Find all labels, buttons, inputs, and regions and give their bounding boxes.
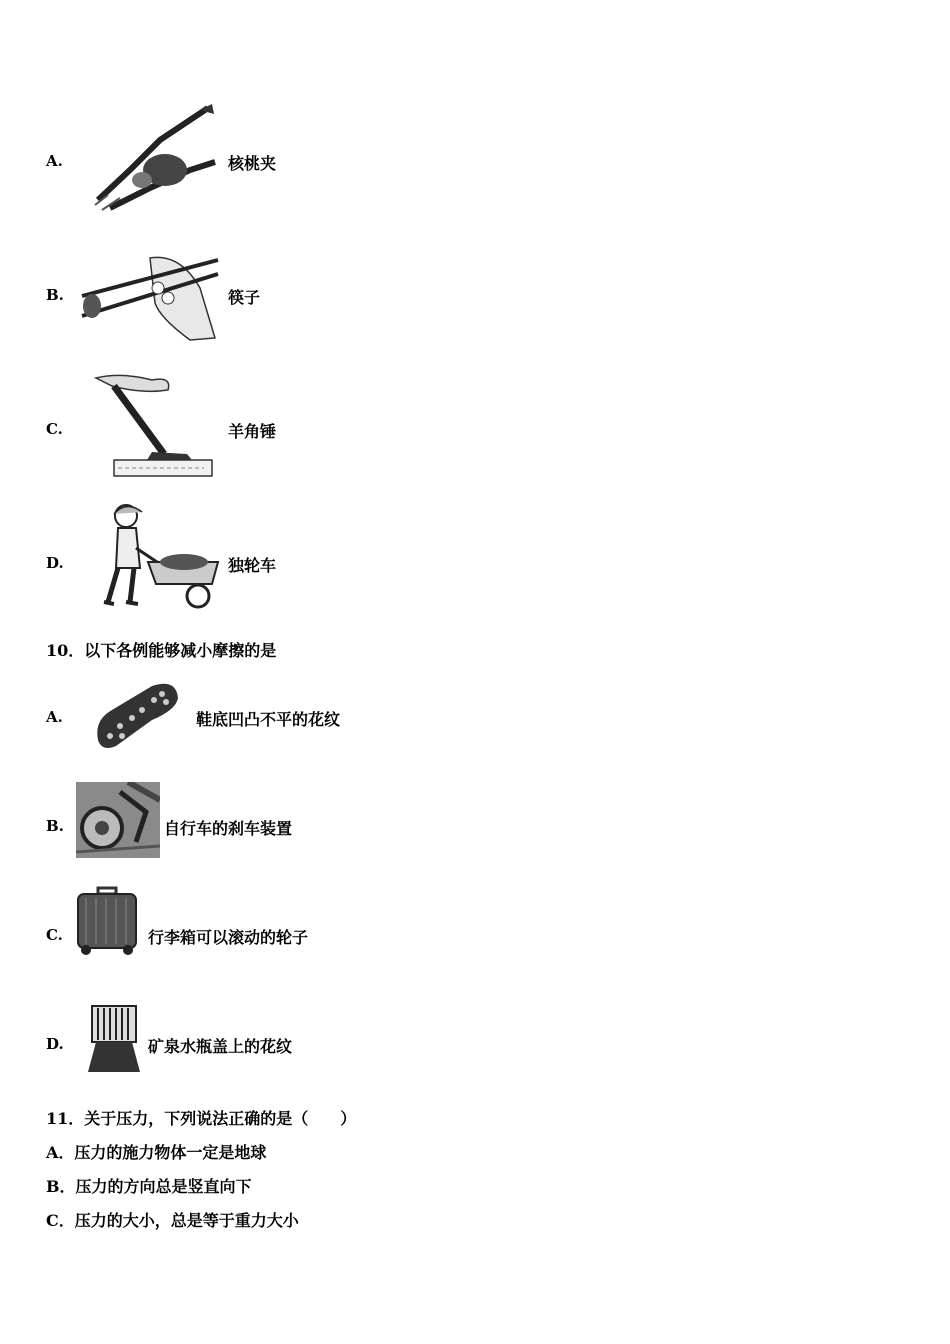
option-letter: D. — [46, 1035, 64, 1053]
bottle-cap-image — [86, 1004, 142, 1074]
q11-option-b: B．压力的方向总是竖直向下 — [46, 1177, 252, 1196]
q11-option-a: A．压力的施力物体一定是地球 — [46, 1143, 267, 1162]
nutcracker-image — [90, 100, 220, 215]
q11-option-c: C．压力的大小，总是等于重力大小 — [46, 1211, 299, 1230]
wheelbarrow-image — [84, 502, 224, 610]
option-caption: 筷子 — [228, 288, 261, 307]
option-caption: 行李箱可以滚动的轮子 — [148, 928, 309, 947]
bike-brake-image — [76, 782, 160, 858]
option-letter: A. — [46, 152, 63, 170]
option-letter: A. — [46, 708, 63, 726]
claw-hammer-image — [92, 372, 217, 480]
option-letter: B. — [46, 817, 64, 835]
shoe-sole-image — [92, 680, 182, 752]
option-caption: 核桃夹 — [228, 154, 277, 173]
option-letter: B. — [46, 286, 64, 304]
suitcase-image — [76, 886, 138, 956]
option-letter: C. — [46, 420, 63, 438]
option-letter: C. — [46, 926, 63, 944]
option-caption: 独轮车 — [228, 556, 277, 575]
question-11-stem: 11．关于压力，下列说法正确的是（ ） — [46, 1109, 357, 1128]
option-caption: 自行车的刹车装置 — [164, 819, 293, 838]
option-letter: D. — [46, 554, 64, 572]
option-caption: 鞋底凹凸不平的花纹 — [196, 710, 341, 729]
option-caption: 羊角锤 — [228, 422, 277, 441]
question-10-stem: 10．以下各例能够减小摩擦的是 — [46, 641, 277, 660]
chopsticks-image — [80, 248, 220, 348]
option-caption: 矿泉水瓶盖上的花纹 — [148, 1037, 293, 1056]
